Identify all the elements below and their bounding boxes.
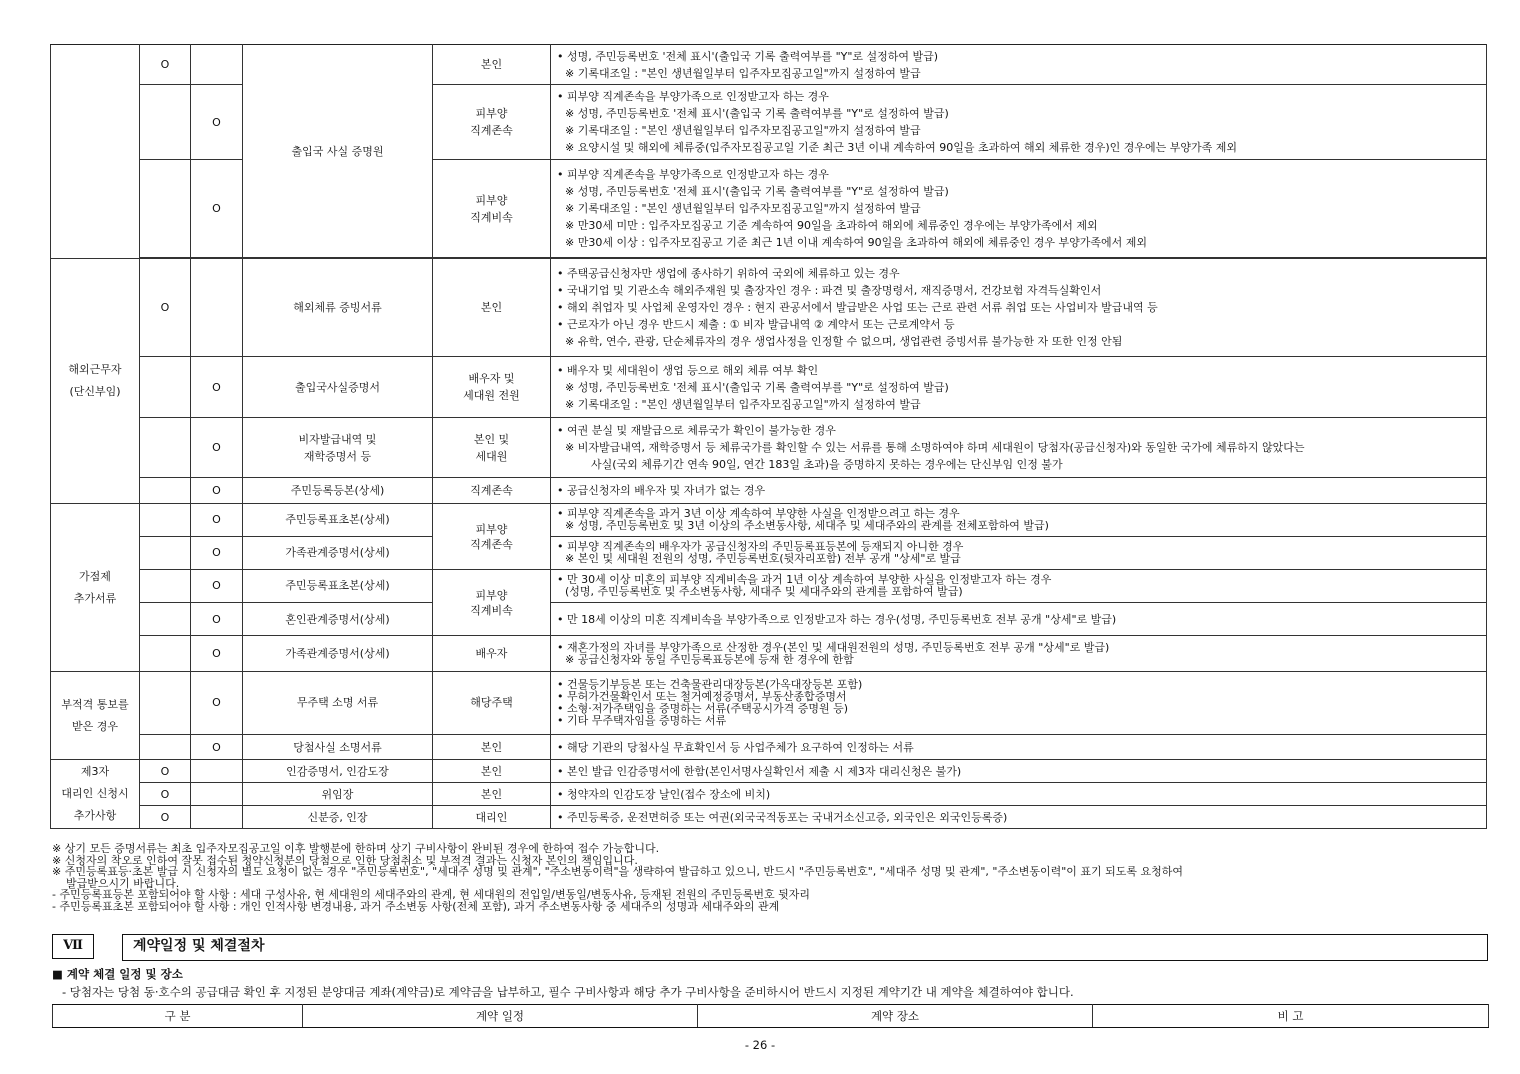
desc-line: ※ 만30세 미만 : 입주자모집공고 기준 계속하여 90일을 초과하여 해외에 체류중인 경우에는 부양가족에서 제외 (565, 219, 1098, 232)
column-header: 구 분 (53, 1005, 303, 1028)
desc-line: • 본인 발급 인감증명서에 한함(본인서명사실확인서 제출 시 제3자 대리신청은 불가) (557, 764, 962, 778)
table-row (51, 357, 1487, 418)
document-name: 위임장 (243, 783, 433, 806)
table-row (51, 537, 1487, 570)
description-cell (551, 760, 1487, 783)
required-mark (140, 570, 191, 603)
description-cell (551, 735, 1487, 760)
note-line: ※ 상기 모든 증명서류는 최초 입주자모집공고일 이후 발행분에 한하며 상기 구비사항이 완비된 경우에 한하여 접수 가능합니다. (52, 842, 660, 855)
desc-line: • 공급신청자의 배우자 및 자녀가 없는 경우 (557, 484, 766, 497)
desc-line: ※ 본인 및 세대원 전원의 성명, 주민등록번호(뒷자리포함) 전부 공개 "상세"로 발급 (565, 552, 961, 565)
desc-line: • 주택공급신청자만 생업에 종사하기 위하여 국외에 체류하고 있는 경우 (557, 267, 900, 280)
target-cell: 본인 (433, 45, 551, 85)
desc-line: • 주민등록증, 운전면허증 또는 여권(외국국적동포는 국내거소신고증, 외국인은 외국인등록증) (557, 810, 1008, 824)
desc-line: 사실(국외 체류기간 연속 90일, 연간 183일 초과)을 증명하지 못하는 경우에는 단신부임 인정 불가 (591, 458, 1063, 471)
desc-line: ※ 비자발급내역, 재학증명서 등 체류국가를 확인할 수 있는 서류를 통해 소명하여야 하며 세대원이 당첨자(공급신청자)와 동일한 국가에 체류하지 않았다는 (565, 441, 1305, 454)
subsection-title: ■ 계약 체결 일정 및 장소 (52, 967, 183, 981)
section-number: Ⅶ (52, 934, 94, 959)
optional-mark: O (191, 537, 243, 570)
optional-mark (191, 259, 243, 357)
desc-line: • 만 30세 이상 미혼의 피부양 직계비속을 과거 1년 이상 계속하여 부양한 사실을 인정받고자 하는 경우 (557, 573, 1052, 586)
section-title: 계약일정 및 체결절차 (122, 934, 1488, 961)
description-cell (551, 357, 1487, 418)
optional-mark: O (191, 735, 243, 760)
table-row (51, 504, 1487, 537)
desc-line: ※ 성명, 주민등록번호 '전체 표시'(출입국 기록 출력여부를 "Y"로 설정하여 발급) (565, 107, 949, 120)
target-cell: 피부양 직계비속 (433, 160, 551, 258)
desc-line: ※ 유학, 연수, 관광, 단순체류자의 경우 생업사정을 인정할 수 없으며, 생업관련 증빙서류 불가능한 자 또한 인정 안됨 (565, 335, 1123, 348)
description-cell (551, 603, 1487, 636)
required-mark (140, 418, 191, 478)
optional-mark (191, 783, 243, 806)
desc-line: ※ 만30세 이상 : 입주자모집공고 기준 최근 1년 이내 계속하여 90일을 초과하여 해외에 체류중인 경우 부양가족에서 제외 (565, 236, 1148, 249)
desc-line: • 기타 무주택자임을 증명하는 서류 (557, 714, 727, 727)
document-name: 비자발급내역 및 재학증명서 등 (243, 418, 433, 478)
description-cell (551, 570, 1487, 603)
description-cell (551, 672, 1487, 735)
desc-line: ※ 기록대조일 : "본인 생년월일부터 입주자모집공고일"까지 설정하여 발급 (565, 66, 921, 80)
required-mark (140, 603, 191, 636)
document-name: 가족관계증명서(상세) (243, 636, 433, 672)
desc-line: • 성명, 주민등록번호 '전체 표시'(출입국 기록 출력여부를 "Y"로 설정하여 발급) (557, 49, 939, 63)
description-cell (551, 806, 1487, 829)
target-cell: 본인 (433, 760, 551, 783)
description-cell (551, 45, 1487, 85)
column-header: 계약 장소 (698, 1005, 1093, 1028)
notes-block (52, 843, 1488, 912)
required-mark (140, 504, 191, 537)
required-mark: O (140, 760, 191, 783)
document-name: 출입국 사실 증명원 (243, 45, 433, 258)
optional-mark (191, 760, 243, 783)
category-cell (51, 45, 140, 259)
document-name: 가족관계증명서(상세) (243, 537, 433, 570)
column-header: 비 고 (1093, 1005, 1489, 1028)
required-mark (140, 672, 191, 735)
table-row (51, 735, 1487, 760)
document-name: 무주택 소명 서류 (243, 672, 433, 735)
note-line: - 주민등록표초본 포함되어야 할 사항 : 개인 인적사항 변경내용, 과거 주소변동 사항(전체 포함), 과거 주소변동사항 중 세대주의 성명과 세대주와의 관계 (52, 899, 780, 913)
desc-line: ※ 공급신청자와 동일 주민등록표등본에 등재 한 경우에 한함 (565, 652, 854, 666)
optional-mark: O (191, 672, 243, 735)
desc-line: • 여권 분실 및 재발급으로 체류국가 확인이 불가능한 경우 (557, 424, 836, 437)
category-cell: 가점제 추가서류 (51, 504, 140, 672)
optional-mark: O (191, 160, 243, 258)
table-row (51, 478, 1487, 504)
category-cell: 제3자 대리인 신청시 추가사항 (51, 760, 140, 829)
required-mark (140, 537, 191, 570)
note-line: ※ 주민등록표등·초본 발급 시 신청자의 별도 요청이 없는 경우 "주민등록번호", "세대주 성명 및 관계", "주소변동이력"을 생략하여 발급하고 있으니, 반드시 "주민등록번호", "세대주 성명 및 관계", "주소변동이력"이 표기 되도록 요청하여 (52, 865, 1184, 878)
table-row (51, 603, 1487, 636)
desc-line: • 해당 기관의 당첨사실 무효확인서 등 사업주체가 요구하여 인정하는 서류 (557, 740, 914, 754)
desc-line: (성명, 주민등록번호 및 주소변동사항, 세대주 및 세대주와의 관계를 포함하여 발급) (565, 585, 963, 598)
desc-line: • 근로자가 아닌 경우 반드시 제출 : ① 비자 발급내역 ② 계약서 또는 근로계약서 등 (557, 318, 955, 331)
desc-line: ※ 요양시설 및 해외에 체류중(입주자모집공고일 기준 최근 3년 이내 계속하여 90일을 초과하여 해외 체류한 경우)인 경우에는 부양가족 제외 (565, 141, 1238, 154)
target-cell: 배우자 (433, 636, 551, 672)
table-row (51, 760, 1487, 783)
desc-line: ※ 성명, 주민등록번호 및 3년 이상의 주소변동사항, 세대주 및 세대주와의 관계를 전체포함하여 발급) (565, 519, 1049, 532)
target-cell: 피부양 직계존속 (433, 504, 551, 570)
table-header-row (53, 1005, 1489, 1028)
desc-line: • 피부양 직계존속을 부양가족으로 인정받고자 하는 경우 (557, 168, 829, 181)
required-mark: O (140, 783, 191, 806)
description-cell (551, 537, 1487, 570)
desc-line: ※ 성명, 주민등록번호 '전체 표시'(출입국 기록 출력여부를 "Y"로 설정하여 발급) (565, 185, 949, 198)
note-line: - 주민등록표등본 포함되어야 할 사항 : 세대 구성사유, 현 세대원의 세대주와의 관계, 현 세대원의 전입일/변동일/변동사유, 등재된 전원의 주민등록번호 뒷자리 (52, 888, 810, 901)
desc-line: ※ 기록대조일 : "본인 생년월일부터 입주자모집공고일"까지 설정하여 발급 (565, 202, 921, 215)
category-cell: 해외근무자 (단신부임) (51, 259, 140, 504)
optional-mark: O (191, 478, 243, 504)
desc-line: ※ 기록대조일 : "본인 생년월일부터 입주자모집공고일"까지 설정하여 발급 (565, 397, 921, 411)
target-cell: 배우자 및 세대원 전원 (433, 357, 551, 418)
column-header: 계약 일정 (303, 1005, 698, 1028)
document-name: 해외체류 증빙서류 (243, 259, 433, 357)
desc-line: • 해외 취업자 및 사업체 운영자인 경우 : 현지 관공서에서 발급받은 사업 또는 근로 관련 서류 취업 또는 사업비자 발급내역 등 (557, 301, 1158, 314)
document-name: 당첨사실 소명서류 (243, 735, 433, 760)
document-name: 주민등록표초본(상세) (243, 504, 433, 537)
desc-line: ※ 성명, 주민등록번호 '전체 표시'(출입국 기록 출력여부를 "Y"로 설정하여 발급) (565, 380, 949, 394)
desc-line: • 피부양 직계존속을 과거 3년 이상 계속하여 부양한 사실을 인정받으려고 하는 경우 (557, 507, 960, 520)
optional-mark (191, 45, 243, 85)
table-row (51, 636, 1487, 672)
section-header (52, 934, 1488, 961)
document-name: 주민등록등본(상세) (243, 478, 433, 504)
document-name: 출입국사실증명서 (243, 357, 433, 418)
table-row (51, 672, 1487, 735)
optional-mark: O (191, 603, 243, 636)
optional-mark: O (191, 504, 243, 537)
required-mark: O (140, 806, 191, 829)
document-name: 주민등록표초본(상세) (243, 570, 433, 603)
document-name: 혼인관계증명서(상세) (243, 603, 433, 636)
description-cell (551, 418, 1487, 478)
optional-mark: O (191, 570, 243, 603)
optional-mark: O (191, 357, 243, 418)
table-row (51, 783, 1487, 806)
target-cell: 피부양 직계비속 (433, 570, 551, 636)
desc-line: • 청약자의 인감도장 날인(접수 장소에 비치) (557, 787, 771, 801)
required-documents-table (50, 44, 1487, 829)
desc-line: • 건물등기부등본 또는 건축물관리대장등본(가옥대장등본 포함) (557, 678, 863, 691)
table-row (51, 418, 1487, 478)
document-name: 신분증, 인장 (243, 806, 433, 829)
required-mark (140, 160, 191, 258)
target-cell: 대리인 (433, 806, 551, 829)
description-cell (551, 85, 1487, 160)
desc-line: • 무허가건물확인서 또는 철거예정증명서, 부동산종합증명서 (557, 690, 847, 703)
category-cell: 부적격 통보를 받은 경우 (51, 672, 140, 760)
target-cell: 본인 (433, 783, 551, 806)
desc-line: • 배우자 및 세대원이 생업 등으로 해외 체류 여부 확인 (557, 363, 819, 377)
document-name: 인감증명서, 인감도장 (243, 760, 433, 783)
table-row (51, 806, 1487, 829)
description-cell (551, 783, 1487, 806)
desc-line: • 피부양 직계존속의 배우자가 공급신청자의 주민등록표등본에 등재되지 아니한 경우 (557, 540, 964, 553)
required-mark (140, 636, 191, 672)
required-mark (140, 478, 191, 504)
description-cell (551, 160, 1487, 258)
target-cell: 본인 (433, 259, 551, 357)
page-number: - 26 - (744, 1038, 776, 1052)
desc-line: ※ 기록대조일 : "본인 생년월일부터 입주자모집공고일"까지 설정하여 발급 (565, 124, 921, 137)
optional-mark: O (191, 418, 243, 478)
target-cell: 피부양 직계존속 (433, 85, 551, 160)
description-cell (551, 259, 1487, 357)
subsection-description: - 당첨자는 당첨 동·호수의 공급대금 확인 후 지정된 분양대금 계좌(계약금)로 계약금을 납부하고, 필수 구비사항과 해당 추가 구비사항을 준비하시어 반드시 지정된 계약기간 내 계약을 체결하여야 합니다. (62, 985, 1074, 999)
desc-line: • 재혼가정의 자녀를 부양가족으로 산정한 경우(본인 및 세대원전원의 성명, 주민등록번호 전부 공개 "상세"로 발급) (557, 640, 1110, 654)
required-mark (140, 735, 191, 760)
desc-line: • 소형·저가주택임을 증명하는 서류(주택공시가격 증명원 등) (557, 702, 849, 715)
description-cell (551, 478, 1487, 504)
optional-mark: O (191, 636, 243, 672)
contract-schedule-table (52, 1004, 1489, 1028)
description-cell (551, 504, 1487, 537)
table-row (51, 45, 1487, 85)
desc-line: • 국내기업 및 기관소속 해외주재원 및 출장자인 경우 : 파견 및 출장명령서, 재직증명서, 건강보험 자격득실확인서 (557, 284, 1102, 297)
table-row (51, 570, 1487, 603)
table-row (51, 259, 1487, 357)
note-line: ※ 신청자의 착오로 인하여 잘못 접수된 청약신청분의 당첨으로 인한 당첨취소 및 부적격 결과는 신청자 본인의 책임입니다. (52, 853, 638, 867)
target-cell: 직계존속 (433, 478, 551, 504)
target-cell: 본인 (433, 735, 551, 760)
target-cell: 본인 및 세대원 (433, 418, 551, 478)
target-cell: 해당주택 (433, 672, 551, 735)
required-mark: O (140, 45, 191, 85)
desc-line: • 피부양 직계존속을 부양가족으로 인정받고자 하는 경우 (557, 90, 829, 103)
required-mark (140, 357, 191, 418)
description-cell (551, 636, 1487, 672)
desc-line: • 만 18세 이상의 미혼 직계비속을 부양가족으로 인정받고자 하는 경우(성명, 주민등록번호 전부 공개 "상세"로 발급) (557, 612, 1117, 626)
optional-mark: O (191, 85, 243, 160)
required-mark (140, 85, 191, 160)
optional-mark (191, 806, 243, 829)
required-mark: O (140, 259, 191, 357)
note-line: 발급받으시기 바랍니다. (66, 876, 180, 890)
